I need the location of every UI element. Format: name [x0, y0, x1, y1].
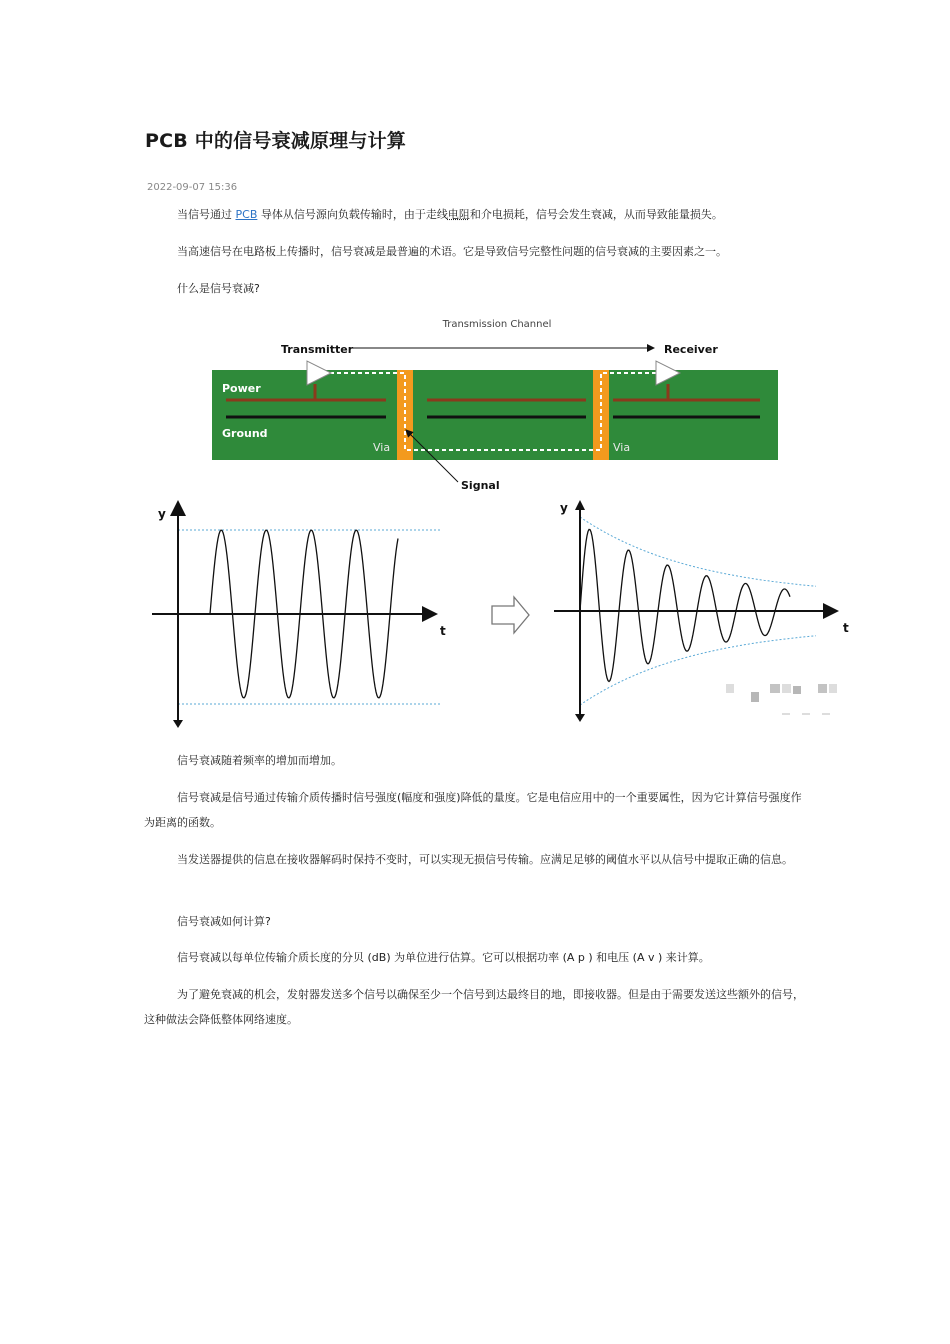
paragraph-redundancy: 为了避免衰减的机会，发射器发送多个信号以确保至少一个信号到达最终目的地，即接收器。但是由于需要发送这些额外的信号，这种做法会降低整体网络速度。	[144, 988, 804, 1026]
right-upper-envelope	[580, 517, 816, 586]
right-y-label: y	[560, 501, 568, 515]
attenuated-sine-wave	[580, 530, 790, 682]
watermark	[726, 684, 837, 715]
paragraph-lossless: 当发送器提供的信息在接收器解码时保持不变时，可以实现无损信号传输。应满足足够的阈值水平以从信号中提取正确的信息。	[177, 853, 793, 866]
left-y-label: y	[158, 507, 166, 521]
heading-how-calculated: 信号衰减如何计算?	[177, 915, 271, 928]
attenuated-signal-chart	[554, 500, 849, 722]
channel-label: Transmission Channel	[442, 319, 552, 330]
intro-text-2: 导体从信号源向负载传输时，由于走线	[257, 208, 448, 221]
left-y-arrow-down	[173, 720, 183, 728]
publish-date: 2022-09-07 15:36	[147, 182, 238, 193]
constant-signal-chart	[152, 502, 446, 728]
via-right-label: Via	[613, 441, 631, 454]
right-y-arrow-down	[575, 714, 585, 722]
intro-text-1: 当信号通过	[177, 208, 236, 221]
receiver-label: Receiver	[664, 343, 718, 356]
paragraph-frequency: 信号衰减随着频率的增加而增加。	[177, 754, 342, 767]
right-y-arrow-up	[575, 500, 585, 510]
power-label: Power	[222, 382, 261, 395]
signal-label: Signal	[461, 479, 500, 492]
right-t-label: t	[843, 621, 849, 635]
page-title: PCB 中的信号衰减原理与计算	[145, 130, 406, 152]
pcb-link[interactable]: PCB	[235, 208, 258, 221]
via-left-label: Via	[373, 441, 391, 454]
resistance-term[interactable]: 电阻	[447, 208, 470, 221]
paragraph-calculation: 信号衰减以每单位传输介质长度的分贝 (dB) 为单位进行估算。它可以根据功率 (A p ) 和电压 (A v ) 来计算。	[177, 951, 710, 964]
transition-arrow-icon	[492, 597, 529, 633]
paragraph-2: 当高速信号在电路板上传播时，信号衰减是最普遍的术语。它是导致信号完整性问题的信号衰减的主要因素之一。	[177, 245, 727, 258]
heading-what-is: 什么是信号衰减?	[177, 282, 260, 295]
attenuation-figure	[140, 310, 850, 730]
transmitter-label: Transmitter	[281, 343, 354, 356]
paragraph-intro	[144, 202, 806, 227]
left-t-label: t	[440, 624, 446, 638]
ground-label: Ground	[222, 427, 268, 440]
intro-text-3: 和介电损耗，信号会发生衰减，从而导致能量损失。	[469, 208, 723, 221]
paragraph-definition: 信号衰减是信号通过传输介质传播时信号强度(幅度和强度)降低的量度。它是电信应用中的一个重要属性，因为它计算信号强度作为距离的函数。	[144, 791, 802, 829]
pcb-board	[212, 370, 778, 460]
